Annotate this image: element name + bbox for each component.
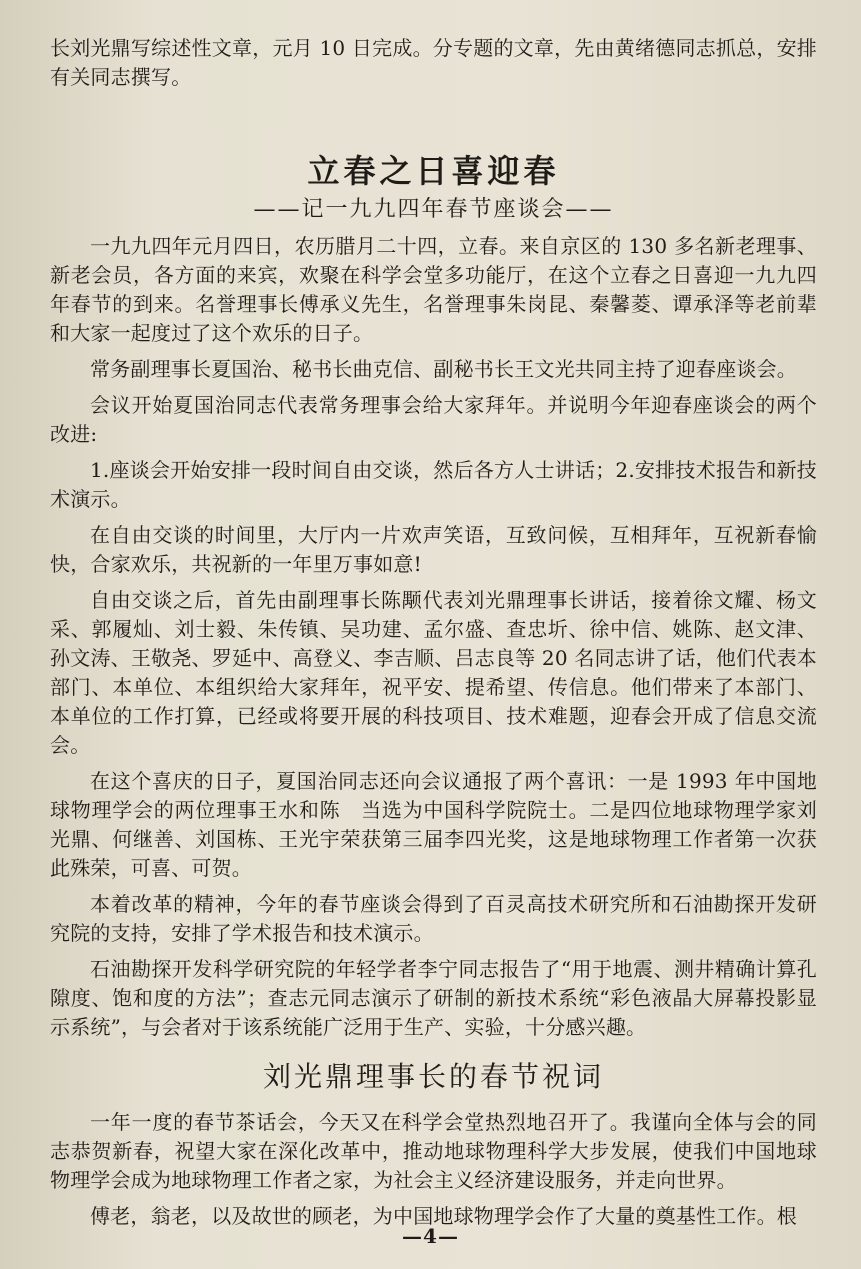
article-paragraph-9: 石油勘探开发科学研究院的年轻学者李宁同志报告了“用于地震、测井精确计算孔隙度、饱和度的方法”；查志元同志演示了研制的新技术系统“彩色液晶大屏幕投影显示系统”，与会者对于该系统能广泛用于生产、实验，十分感兴趣。 (50, 957, 817, 1039)
section-paragraph-2: 傅老，翁老，以及故世的顾老，为中国地球物理学会作了大量的奠基性工作。根 (90, 1204, 797, 1228)
section-title: 刘光鼎理事长的春节祝词 (262, 1060, 604, 1093)
article-paragraph-1: 一九九四年元月四日，农历腊月二十四，立春。来自京区的 130 多名新老理事、新老会员，各方面的来宾，欢聚在科学会堂多功能厅，在这个立春之日喜迎一九九四年春节的到来。名誉理事长傅承义先生，名誉理事朱岗昆、秦馨菱、谭承泽等老前辈和大家一起度过了这个欢乐的日子。 (50, 234, 817, 345)
article-paragraph-7: 在这个喜庆的日子，夏国治同志还向会议通报了两个喜讯：一是 1993 年中国地球物理学会的两位理事王水和陈 当选为中国科学院院士。二是四位地球物理学家刘光鼎、何继善、刘国栋、王光宇荣获第三届李四光奖，这是地球物理工作者第一次获此殊荣，可喜、可贺。 (50, 769, 817, 880)
article-paragraph-2: 常务副理事长夏国治、秘书长曲克信、副秘书长王文光共同主持了迎春座谈会。 (90, 357, 797, 381)
article-paragraph-4: 1.座谈会开始安排一段时间自由交谈，然后各方人士讲话；2.安排技术报告和新技术演示。 (50, 458, 817, 511)
article-paragraph-5: 在自由交谈的时间里，大厅内一片欢声笑语，互致问候，互相拜年，互祝新春愉快，合家欢乐，共祝新的一年里万事如意! (50, 523, 817, 576)
article-paragraph-8: 本着改革的精神，今年的春节座谈会得到了百灵高技术研究所和石油勘探开发研究院的支持，安排了学术报告和技术演示。 (50, 892, 817, 945)
page-body (50, 34, 817, 1231)
article-title: 立春之日喜迎春 (307, 152, 560, 190)
section-paragraph-1: 一年一度的春节茶话会，今天又在科学会堂热烈地召开了。我谨向全体与会的同志恭贺新春，祝望大家在深化改革中，推动地球物理科学大步发展，使我们中国地球物理学会成为地球物理工作者之家，为社会主义经济建设服务，并走向世界。 (50, 1110, 817, 1192)
page-number: —4— (402, 1224, 459, 1248)
article-subtitle: ——记一九九四年春节座谈会—— (253, 197, 614, 222)
top-paragraph: 长刘光鼎写综述性文章，元月 10 日完成。分专题的文章，先由黄绪德同志抓总，安排有关同志撰写。 (50, 36, 817, 89)
article-paragraph-3: 会议开始夏国治同志代表常务理事会给大家拜年。并说明今年迎春座谈会的两个改进: (50, 393, 817, 446)
article-paragraph-6: 自由交谈之后，首先由副理事长陈颙代表刘光鼎理事长讲话，接着徐文耀、杨文采、郭履灿、刘士毅、朱传镇、吴功建、孟尔盛、查忠圻、徐中信、姚陈、赵文津、孙文涛、王敬尧、罗延中、高登义、李吉顺、吕志良等 20 名同志讲了话，他们代表本部门、本单位、本组织给大家拜年，祝平安、提希望、传信息。他们带来了本部门、本单位的工作打算，已经或将要开展的科技项目、技术难题，迎春会开成了信息交流会。 (50, 588, 817, 757)
